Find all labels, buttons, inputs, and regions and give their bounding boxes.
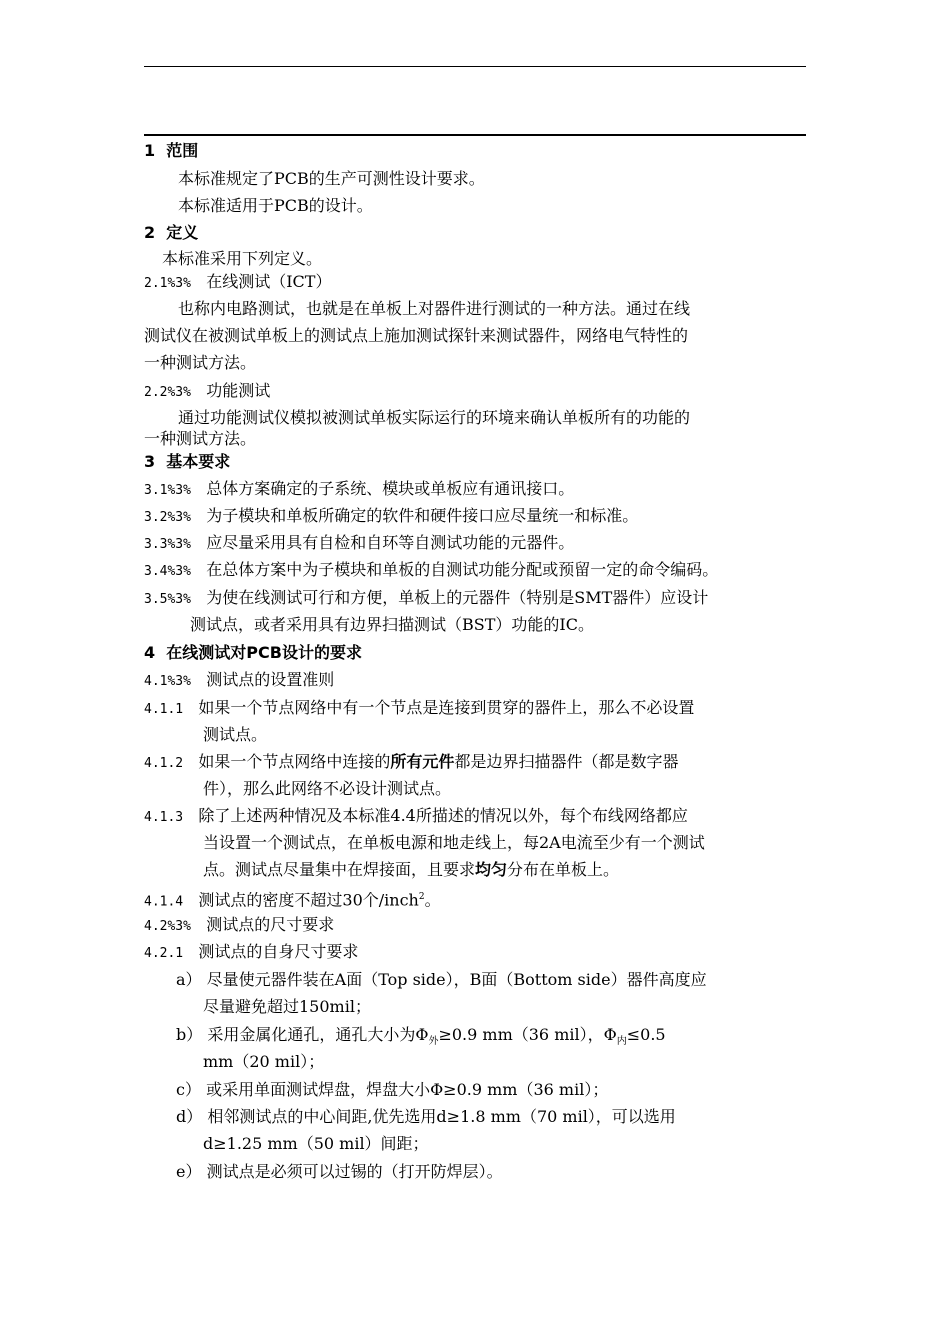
title-rule	[144, 134, 806, 136]
item-a-line-1: a） 尽量使元器件装在A面（Top side），B面（Bottom side）器件高度应	[176, 970, 707, 989]
section-2-1-heading: 2.1%3% 在线测试（ICT）	[144, 272, 332, 291]
section-2-2-line-1: 通过功能测试仪模拟被测试单板实际运行的环境来确认单板所有的功能的	[178, 408, 691, 427]
header-rule	[144, 66, 806, 67]
section-4-2-heading: 4.2%3% 测试点的尺寸要求	[144, 915, 335, 934]
section-2-1-line-2: 测试仪在被测试单板上的测试点上施加测试探针来测试器件，网络电气特性的	[144, 326, 689, 345]
section-4-1-1-line-1: 4.1.1 如果一个节点网络中有一个节点是连接到贯穿的器件上，那么不必设置	[144, 698, 695, 717]
section-3-4: 3.4%3% 在总体方案中为子模块和单板的自测试功能分配或预留一定的命令编码。	[144, 560, 719, 579]
section-1-para-1: 本标准规定了PCB的生产可测性设计要求。	[178, 169, 485, 188]
section-4-1-heading: 4.1%3% 测试点的设置准则	[144, 670, 335, 689]
section-1-para-2: 本标准适用于PCB的设计。	[178, 196, 373, 215]
section-3-1: 3.1%3% 总体方案确定的子系统、模块或单板应有通讯接口。	[144, 479, 575, 498]
section-4-heading: 4 在线测试对PCB设计的要求	[144, 643, 362, 662]
section-2-1-line-3: 一种测试方法。	[144, 353, 257, 372]
section-4-1-2-line-1: 4.1.2 如果一个节点网络中连接的所有元件都是边界扫描器件（都是数字器	[144, 752, 679, 771]
section-3-5-line-2: 测试点，或者采用具有边界扫描测试（BST）功能的IC。	[190, 615, 594, 634]
item-d-line-1: d） 相邻测试点的中心间距,优先选用d≥1.8 mm（70 mil），可以选用	[176, 1107, 676, 1126]
section-2-1-line-1: 也称内电路测试，也就是在单板上对器件进行测试的一种方法。通过在线	[178, 299, 691, 318]
section-2-heading: 2 定义	[144, 223, 199, 242]
section-2-para: 本标准采用下列定义。	[162, 249, 323, 268]
section-3-3: 3.3%3% 应尽量采用具有自检和自环等自测试功能的元器件。	[144, 533, 575, 552]
section-4-1-3-line-2: 当设置一个测试点，在单板电源和地走线上，每2A电流至少有一个测试	[203, 833, 705, 852]
item-b-line-2: mm（20 mil）；	[203, 1052, 325, 1071]
section-4-1-1-line-2: 测试点。	[203, 725, 268, 744]
section-2-2-heading: 2.2%3% 功能测试	[144, 381, 271, 400]
item-a-line-2: 尽量避免超过150mil；	[203, 997, 371, 1016]
section-4-2-1-heading: 4.2.1 测试点的自身尺寸要求	[144, 942, 359, 961]
section-3-2: 3.2%3% 为子模块和单板所确定的软件和硬件接口应尽量统一和标准。	[144, 506, 639, 525]
section-2-2-line-2: 一种测试方法。	[144, 429, 257, 448]
section-4-1-2-line-2: 件），那么此网络不必设计测试点。	[203, 779, 452, 798]
item-c: c） 或采用单面测试焊盘，焊盘大小Φ≥0.9 mm（36 mil）；	[176, 1080, 609, 1099]
section-3-heading: 3 基本要求	[144, 452, 231, 471]
item-d-line-2: d≥1.25 mm（50 mil）间距；	[203, 1134, 429, 1153]
section-1-heading: 1 范围	[144, 141, 199, 160]
section-4-1-3-line-1: 4.1.3 除了上述两种情况及本标准4.4所描述的情况以外，每个布线网络都应	[144, 806, 688, 825]
section-4-1-3-line-3: 点。测试点尽量集中在焊接面，且要求均匀分布在单板上。	[203, 860, 620, 879]
section-3-5-line-1: 3.5%3% 为使在线测试可行和方便，单板上的元器件（特别是SMT器件）应设计	[144, 588, 709, 607]
item-b-line-1: b） 采用金属化通孔，通孔大小为$\Phi_外\ge 0.9$ mm（36 mil），$\Phi_内\le 0.5$	[176, 1025, 666, 1048]
item-e: e） 测试点是必须可以过锡的（打开防焊层）。	[176, 1162, 503, 1181]
section-4-1-4: 4.1.4 测试点的密度不超过30个/inch$^2$。	[144, 890, 441, 910]
